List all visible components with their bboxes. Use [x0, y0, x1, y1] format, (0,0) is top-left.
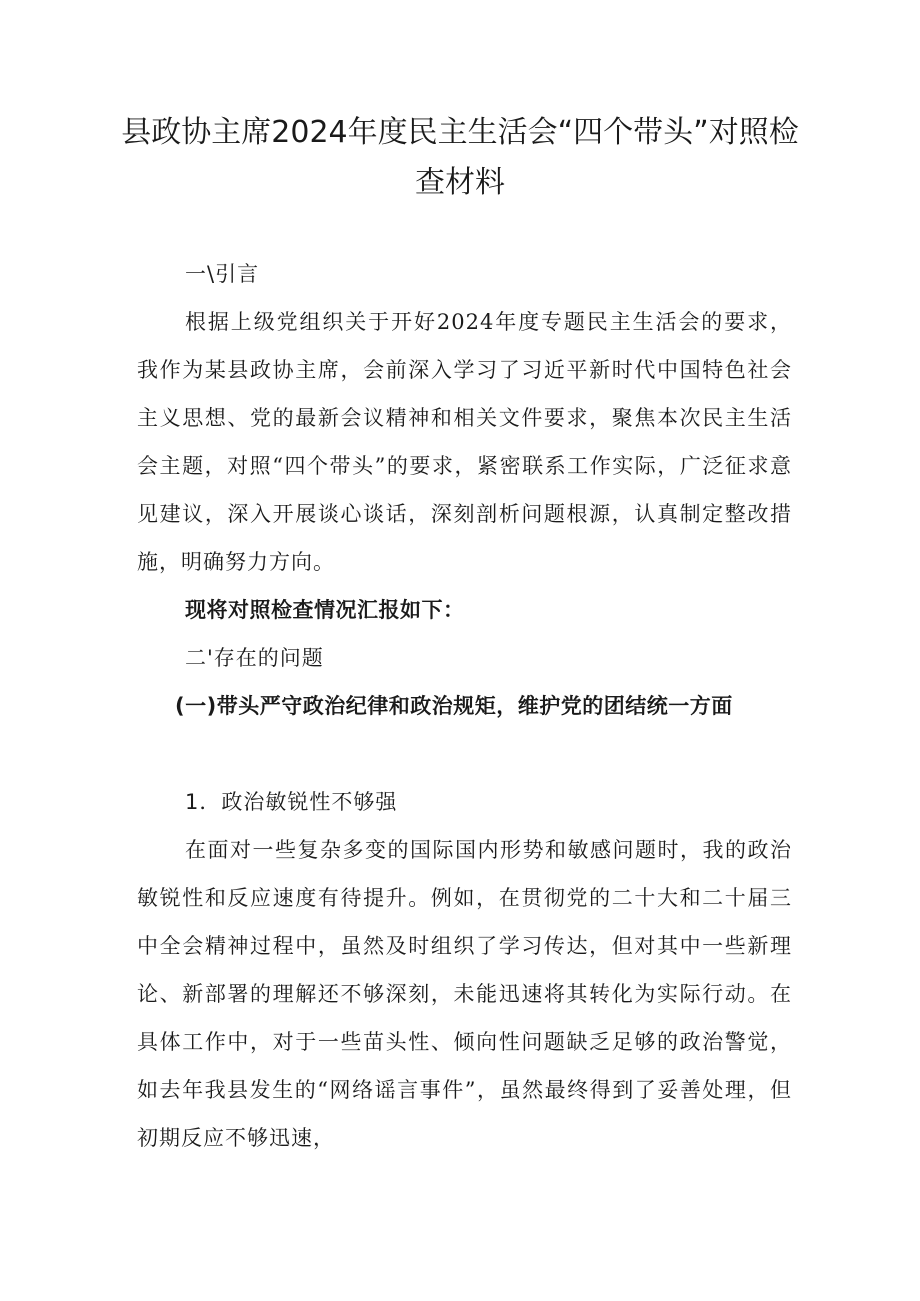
- report-line: 现将对照检查情况汇报如下：: [185, 598, 465, 622]
- subsection1-heading: (一)带头严守政治纪律和政治规矩，维护党的团结统一方面: [175, 694, 733, 718]
- section1-heading: 一\引言: [185, 262, 260, 286]
- section2-heading: 二'存在的问题: [185, 646, 324, 670]
- item1-paragraph: 在面对一些复杂多变的国际国内形势和敏感问题时，我的政治敏锐性和反应速度有待提升。例如，在贯彻党的二十大和二十届三中全会精神过程中，虽然及时组织了学习传达，但对其中一些新理论、新部署的理解还不够深刻，未能迅速将其转化为实际行动。在具体工作中，对于一些苗头性、倾向性问题缺乏足够的政治警觉，如去年我县发生的“网络谣言事件”，虽然最终得到了妥善处理，但初期反应不够迅速，: [137, 838, 792, 1150]
- item1-heading: 1．政治敏锐性不够强: [185, 790, 398, 814]
- document-title: 县政协主席2024年度民主生活会“四个带头”对照检查材料: [121, 115, 799, 200]
- intro-paragraph: 根据上级党组织关于开好2024年度专题民主生活会的要求，我作为某县政协主席，会前深入学习了习近平新时代中国特色社会主义思想、党的最新会议精神和相关文件要求，聚焦本次民主生活会主题，对照“四个带头”的要求，紧密联系工作实际，广泛征求意见建议，深入开展谈心谈话，深刻剖析问题根源，认真制定整改措施，明确努力方向。: [137, 310, 792, 574]
